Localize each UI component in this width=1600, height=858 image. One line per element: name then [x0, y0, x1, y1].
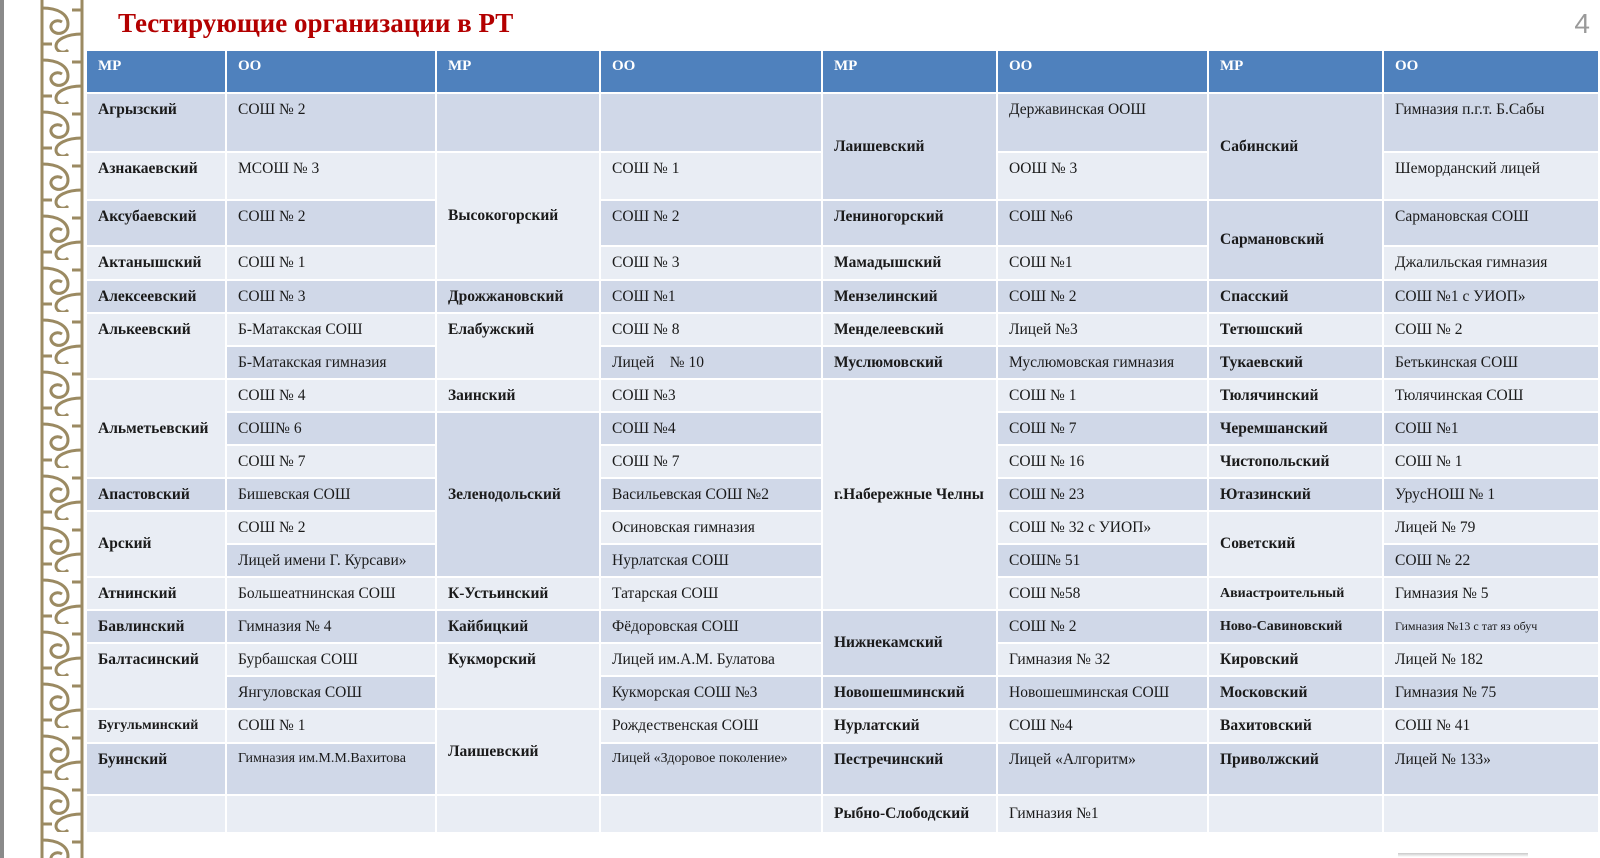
district-cell: Арский — [86, 511, 226, 577]
district-cell: Московский — [1208, 676, 1383, 709]
org-cell: СОШ №4 — [600, 412, 822, 445]
org-cell: Лицей имени Г. Курсави» — [226, 544, 436, 577]
org-cell: СОШ № 1 — [226, 709, 436, 743]
empty-cell — [1208, 795, 1383, 833]
org-cell: СОШ № 2 — [226, 200, 436, 246]
org-cell: Гимназия №13 с тат яз обуч — [1383, 610, 1599, 643]
header-oo: ОО — [600, 50, 822, 93]
org-cell: Гимназия № 75 — [1383, 676, 1599, 709]
org-cell: Лицей «Алгоритм» — [997, 743, 1208, 795]
org-cell: СОШ № 16 — [997, 445, 1208, 478]
district-cell: Тукаевский — [1208, 346, 1383, 379]
district-cell: Высокогорский — [436, 152, 600, 280]
org-cell: СОШ № 3 — [226, 280, 436, 313]
org-cell: СОШ № 3 — [600, 246, 822, 280]
district-cell: Тетюшский — [1208, 313, 1383, 346]
table-row — [86, 200, 1599, 246]
org-cell: СОШ № 1 — [997, 379, 1208, 412]
org-cell: МСОШ № 3 — [226, 152, 436, 200]
table-row — [86, 313, 1599, 346]
district-cell: Мензелинский — [822, 280, 997, 313]
org-cell: Державинская ООШ — [997, 93, 1208, 152]
org-cell: СОШ №1 — [600, 280, 822, 313]
district-cell: Алексеевский — [86, 280, 226, 313]
org-cell: Гимназия № 4 — [226, 610, 436, 643]
org-cell: СОШ №1 с УИОП» — [1383, 280, 1599, 313]
org-cell: СОШ № 8 — [600, 313, 822, 346]
org-cell: Осиновская гимназия — [600, 511, 822, 544]
org-cell: Муслюмовская гимназия — [997, 346, 1208, 379]
org-cell: Лицей им.А.М. Булатова — [600, 643, 822, 676]
district-cell: Менделеевский — [822, 313, 997, 346]
bottom-shadow — [1398, 853, 1528, 857]
district-cell: Заинский — [436, 379, 600, 412]
district-cell: Нижнекамский — [822, 610, 997, 676]
table-row — [86, 280, 1599, 313]
district-cell: Пестречинский — [822, 743, 997, 795]
page-number: 4 — [1574, 8, 1590, 39]
district-cell: Бавлинский — [86, 610, 226, 643]
org-cell: Шеморданский лицей — [1383, 152, 1599, 200]
district-cell: Ново-Савиновский — [1208, 610, 1383, 643]
district-cell: Новошешминский — [822, 676, 997, 709]
table-row — [86, 346, 1599, 379]
org-cell: Джалильская гимназия — [1383, 246, 1599, 280]
org-cell: Гимназия № 32 — [997, 643, 1208, 676]
org-cell: СОШ №4 — [997, 709, 1208, 743]
org-cell: СОШ № 1 — [1383, 445, 1599, 478]
district-cell: Лаишевский — [436, 709, 600, 795]
org-cell: СОШ № 32 с УИОП» — [997, 511, 1208, 544]
org-cell: СОШ № 7 — [226, 445, 436, 478]
district-cell: Буинский — [86, 743, 226, 795]
district-cell: Ютазинский — [1208, 478, 1383, 511]
district-cell: Агрызский — [86, 93, 226, 152]
table-row — [86, 93, 1599, 152]
org-cell: Гимназия п.г.т. Б.Сабы — [1383, 93, 1599, 152]
org-cell: Гимназия № 5 — [1383, 577, 1599, 610]
org-cell: Лицей № 133» — [1383, 743, 1599, 795]
org-cell: Лицей №3 — [997, 313, 1208, 346]
district-cell: Сабинский — [1208, 93, 1383, 200]
slide-title: Тестирующие организации в РТ — [118, 8, 514, 38]
org-cell: СОШ № 7 — [600, 445, 822, 478]
district-cell: Сармановский — [1208, 200, 1383, 280]
org-cell: Большеатнинская СОШ — [226, 577, 436, 610]
org-cell: ООШ № 3 — [997, 152, 1208, 200]
district-cell: Зеленодольский — [436, 412, 600, 577]
org-cell: Бетькинская СОШ — [1383, 346, 1599, 379]
org-cell: СОШ № 22 — [1383, 544, 1599, 577]
district-cell: Муслюмовский — [822, 346, 997, 379]
org-cell: Б-Матакская СОШ — [226, 313, 436, 346]
empty-cell — [226, 795, 436, 833]
header-oo: ОО — [1383, 50, 1599, 93]
empty-cell — [436, 93, 600, 152]
org-cell: Лицей «Здоровое поколение» — [600, 743, 822, 795]
empty-cell — [600, 93, 822, 152]
org-cell: Фёдоровская СОШ — [600, 610, 822, 643]
empty-cell — [436, 795, 600, 833]
org-cell: УрусНОШ № 1 — [1383, 478, 1599, 511]
district-cell: Атнинский — [86, 577, 226, 610]
header-mr: МР — [436, 50, 600, 93]
district-cell: Аксубаевский — [86, 200, 226, 246]
table-row — [86, 795, 1599, 833]
org-cell: СОШ№ 6 — [226, 412, 436, 445]
district-cell: Мамадышский — [822, 246, 997, 280]
district-cell: Кукморский — [436, 643, 600, 709]
district-cell: Актанышский — [86, 246, 226, 280]
org-cell: СОШ № 2 — [600, 200, 822, 246]
district-cell: Чистопольский — [1208, 445, 1383, 478]
organizations-table — [85, 49, 1600, 834]
district-cell: Черемшанский — [1208, 412, 1383, 445]
header-mr: МР — [1208, 50, 1383, 93]
org-cell: Лицей № 79 — [1383, 511, 1599, 544]
org-cell: СОШ № 4 — [226, 379, 436, 412]
empty-cell — [86, 795, 226, 833]
org-cell: СОШ №6 — [997, 200, 1208, 246]
district-cell: Елабужский — [436, 313, 600, 379]
org-cell: Рождественская СОШ — [600, 709, 822, 743]
org-cell: Васильевская СОШ №2 — [600, 478, 822, 511]
district-cell: Вахитовский — [1208, 709, 1383, 743]
org-cell: Лицей № 10 — [600, 346, 822, 379]
district-cell: Тюлячинский — [1208, 379, 1383, 412]
org-cell: Бурбашская СОШ — [226, 643, 436, 676]
table-row — [86, 379, 1599, 412]
org-cell: СОШ № 1 — [600, 152, 822, 200]
org-cell: СОШ № 2 — [997, 610, 1208, 643]
org-cell: СОШ № 23 — [997, 478, 1208, 511]
org-cell: СОШ № 2 — [226, 93, 436, 152]
district-cell: Лаишевский — [822, 93, 997, 200]
org-cell: СОШ №58 — [997, 577, 1208, 610]
district-cell: Приволжский — [1208, 743, 1383, 795]
org-cell: Гимназия им.М.М.Вахитова — [226, 743, 436, 795]
org-cell: СОШ № 2 — [997, 280, 1208, 313]
district-cell: г.Набережные Челны — [822, 379, 997, 610]
district-cell: Рыбно-Слободский — [822, 795, 997, 833]
header-oo: ОО — [226, 50, 436, 93]
district-cell: Балтасинский — [86, 643, 226, 709]
district-cell: Альметьевский — [86, 379, 226, 478]
table-row — [86, 743, 1599, 795]
district-cell: Авиастроительный — [1208, 577, 1383, 610]
district-cell: Нурлатский — [822, 709, 997, 743]
org-cell: СОШ №1 — [997, 246, 1208, 280]
org-cell: Гимназия №1 — [997, 795, 1208, 833]
district-cell: Лениногорский — [822, 200, 997, 246]
district-cell: Апастовский — [86, 478, 226, 511]
header-mr: МР — [86, 50, 226, 93]
district-cell: Кировский — [1208, 643, 1383, 676]
org-cell: СОШ № 1 — [226, 246, 436, 280]
org-cell: Нурлатская СОШ — [600, 544, 822, 577]
ornament-border — [38, 0, 86, 858]
table-header-row — [86, 50, 1599, 93]
district-cell: Дрожжановский — [436, 280, 600, 313]
org-cell: Тюлячинская СОШ — [1383, 379, 1599, 412]
org-cell: Кукморская СОШ №3 — [600, 676, 822, 709]
district-cell: Алькеевский — [86, 313, 226, 379]
org-cell: СОШ № 2 — [226, 511, 436, 544]
table-row — [86, 676, 1599, 709]
org-cell: Б-Матакская гимназия — [226, 346, 436, 379]
org-cell: СОШ №1 — [1383, 412, 1599, 445]
org-cell: Бишевская СОШ — [226, 478, 436, 511]
table-row — [86, 709, 1599, 743]
header-mr: МР — [822, 50, 997, 93]
district-cell: К-Устьинский — [436, 577, 600, 610]
org-cell: Сармановская СОШ — [1383, 200, 1599, 246]
header-oo: ОО — [997, 50, 1208, 93]
org-cell: СОШ № 7 — [997, 412, 1208, 445]
org-cell: Татарская СОШ — [600, 577, 822, 610]
district-cell: Кайбицкий — [436, 610, 600, 643]
org-cell: Новошешминская СОШ — [997, 676, 1208, 709]
org-cell: Янгуловская СОШ — [226, 676, 436, 709]
slide-left-border — [0, 0, 4, 858]
org-cell: СОШ № 2 — [1383, 313, 1599, 346]
empty-cell — [600, 795, 822, 833]
district-cell: Бугульминский — [86, 709, 226, 743]
district-cell: Спасский — [1208, 280, 1383, 313]
org-cell: Лицей № 182 — [1383, 643, 1599, 676]
org-cell: СОШ № 41 — [1383, 709, 1599, 743]
org-cell: СОШ №3 — [600, 379, 822, 412]
table-row — [86, 610, 1599, 643]
district-cell: Советский — [1208, 511, 1383, 577]
empty-cell — [1383, 795, 1599, 833]
district-cell: Азнакаевский — [86, 152, 226, 200]
org-cell: СОШ№ 51 — [997, 544, 1208, 577]
